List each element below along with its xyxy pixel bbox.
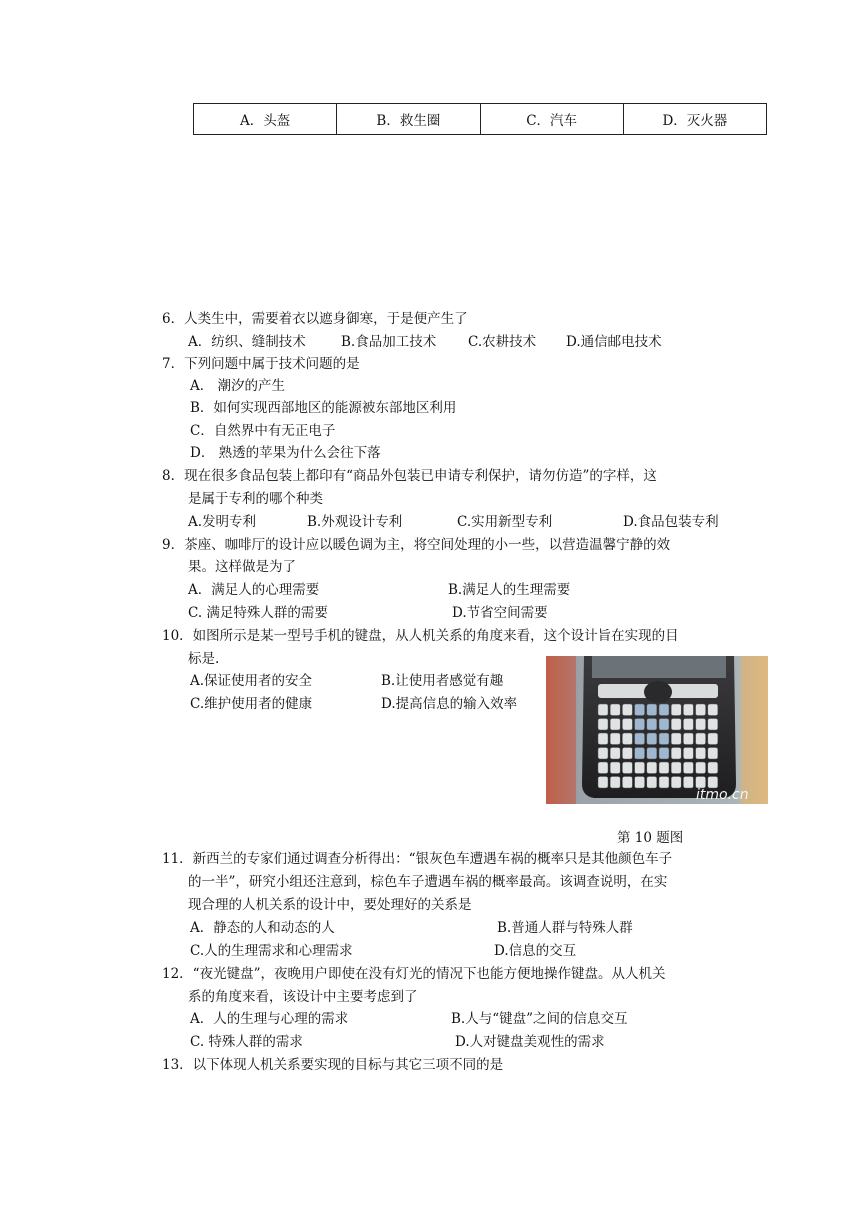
q7-stem: 7．下列问题中属于技术问题的是 — [162, 356, 360, 372]
keyboard-key — [647, 762, 657, 774]
q11-line1: 11．新西兰的专家们通过调查分析得出：“银灰色车遭遇车祸的概率只是其他颜色车子 — [162, 851, 673, 867]
keyboard-key — [659, 719, 669, 731]
keyboard-key — [696, 719, 706, 731]
keyboard-key — [708, 748, 718, 760]
keyboard-key — [708, 719, 718, 731]
keyboard-key — [598, 777, 608, 789]
q8-option-d: D.食品包装专利 — [623, 514, 719, 530]
keyboard-key — [635, 719, 645, 731]
q11-option-a: A．静态的人和动态的人 — [190, 920, 335, 936]
keyboard-key — [683, 762, 693, 774]
q10-option-c: C.维护使用者的健康 — [190, 696, 313, 712]
keyboard-key — [635, 762, 645, 774]
q12-option-d: D.人对键盘美观性的需求 — [455, 1034, 605, 1050]
keyboard-key — [659, 777, 669, 789]
keyboard-key — [659, 733, 669, 745]
keyboard-key — [622, 733, 632, 745]
keyboard-key — [683, 748, 693, 760]
q11-option-c: C.人的生理需求和心理需求 — [190, 943, 353, 959]
table-cell: D．灭火器 — [623, 104, 766, 135]
keyboard-key — [610, 777, 620, 789]
keyboard-key — [610, 719, 620, 731]
keyboard-key — [696, 762, 706, 774]
keyboard-key — [635, 777, 645, 789]
keyboard-key — [635, 733, 645, 745]
q9-stem-line2: 果。这样做是为了 — [188, 559, 296, 575]
keyboard-key — [671, 748, 681, 760]
q12-option-b: B.人与“键盘”之间的信息交互 — [451, 1011, 628, 1027]
keyboard-key — [622, 777, 632, 789]
q10-option-d: D.提高信息的输入效率 — [381, 696, 518, 712]
q9-stem-line1: 9．茶座、咖啡厅的设计应以暖色调为主，将空间处理的小一些，以营造温馨宁静的效 — [162, 537, 671, 553]
keyboard-key — [671, 777, 681, 789]
q7-option-d: D． 熟透的苹果为什么会往下落 — [190, 445, 381, 461]
q11-line3: 现合理的人机关系的设计中，要处理好的关系是 — [188, 897, 472, 913]
q9-option-c: C. 满足特殊人群的需要 — [188, 605, 328, 621]
q11-line2: 的一半”，研究小组还注意到，棕色车子遭遇车祸的概率最高。该调查说明，在实 — [188, 874, 668, 890]
keyboard-key — [683, 719, 693, 731]
q12-option-a: A．人的生理与心理的需求 — [190, 1011, 349, 1027]
keyboard-key — [647, 748, 657, 760]
q8-stem-line1: 8．现在很多食品包装上都印有“商品外包装已申请专利保护，请勿仿造”的字样，这 — [162, 468, 657, 484]
keyboard-key — [622, 748, 632, 760]
q6-option-b: B.食品加工技术 — [341, 334, 437, 350]
q8-option-a: A.发明专利 — [188, 514, 257, 530]
q11-option-d: D.信息的交互 — [494, 943, 577, 959]
table-cell: A．头盔 — [194, 104, 337, 135]
phone-keyboard-illustration — [546, 656, 768, 804]
keyboard-key — [708, 762, 718, 774]
q10-stem-line2: 标是. — [188, 651, 220, 667]
keyboard-key — [622, 719, 632, 731]
keyboard-key — [598, 748, 608, 760]
keyboard-key — [659, 762, 669, 774]
photo-watermark: itmo.cn — [696, 787, 749, 803]
keyboard-key — [683, 704, 693, 716]
q8-option-c: C.实用新型专利 — [457, 514, 553, 530]
q6-option-c: C.农耕技术 — [468, 334, 537, 350]
keyboard-key — [696, 704, 706, 716]
q9-option-a: A．满足人的心理需要 — [188, 582, 320, 598]
keyboard-key — [671, 733, 681, 745]
keyboard-key — [671, 704, 681, 716]
keyboard-key — [647, 777, 657, 789]
keyboard-key — [647, 719, 657, 731]
keyboard-key — [647, 733, 657, 745]
q13-stem: 13．以下体现人机关系要实现的目标与其它三项不同的是 — [162, 1057, 504, 1073]
keyboard-key — [598, 719, 608, 731]
q10-option-b: B.让使用者感觉有趣 — [381, 673, 504, 689]
keyboard-key — [622, 762, 632, 774]
keyboard-key — [622, 704, 632, 716]
keyboard-key — [696, 748, 706, 760]
figure-caption: 第 10 题图 — [617, 830, 684, 846]
keyboard-key — [659, 704, 669, 716]
keyboard-key — [610, 762, 620, 774]
q6-stem: 6．人类生中，需要着衣以遮身御寒，于是便产生了 — [162, 311, 468, 327]
keyboard-key — [683, 777, 693, 789]
keyboard-key — [696, 733, 706, 745]
keyboard-key — [671, 762, 681, 774]
table-cell: C．汽车 — [480, 104, 623, 135]
q12-line1: 12．“夜光键盘”，夜晚用户即使在没有灯光的情况下也能方便地操作键盘。从人机关 — [162, 966, 666, 982]
q9-option-d: D.节省空间需要 — [452, 605, 548, 621]
table-cell: B．救生圈 — [337, 104, 480, 135]
keyboard-key — [598, 762, 608, 774]
keyboard-key — [598, 704, 608, 716]
keyboard-key — [610, 704, 620, 716]
q10-stem-line1: 10．如图所示是某一型号手机的键盘，从人机关系的角度来看，这个设计旨在实现的目 — [162, 628, 679, 644]
keyboard-key — [647, 704, 657, 716]
keyboard-key — [610, 733, 620, 745]
q9-option-b: B.满足人的生理需要 — [448, 582, 571, 598]
keyboard-key — [659, 748, 669, 760]
keyboard-key — [598, 733, 608, 745]
options-table — [193, 103, 767, 135]
q11-option-b: B.普通人群与特殊人群 — [497, 920, 633, 936]
q8-option-b: B.外观设计专利 — [307, 514, 403, 530]
q8-stem-line2: 是属于专利的哪个种类 — [188, 491, 323, 507]
table-row — [194, 104, 767, 135]
q12-line2: 系的角度来看，该设计中主要考虑到了 — [188, 989, 418, 1005]
q12-option-c: C. 特殊人群的需求 — [190, 1034, 303, 1050]
keyboard-key — [708, 704, 718, 716]
keyboard-key — [708, 733, 718, 745]
q10-option-a: A.保证使用者的安全 — [190, 673, 313, 689]
keyboard-key — [683, 733, 693, 745]
q6-option-d: D.通信邮电技术 — [566, 334, 662, 350]
q7-option-b: B．如何实现西部地区的能源被东部地区利用 — [190, 400, 457, 416]
keyboard-key — [671, 719, 681, 731]
phone-keyboard-photo — [546, 656, 768, 804]
keyboard-key — [610, 748, 620, 760]
keyboard-key — [635, 704, 645, 716]
keyboard-key — [635, 748, 645, 760]
q7-option-a: A． 潮汐的产生 — [190, 378, 286, 394]
q6-option-a: A．纺织、缝制技术 — [188, 334, 306, 350]
q7-option-c: C．自然界中有无正电子 — [190, 423, 336, 439]
